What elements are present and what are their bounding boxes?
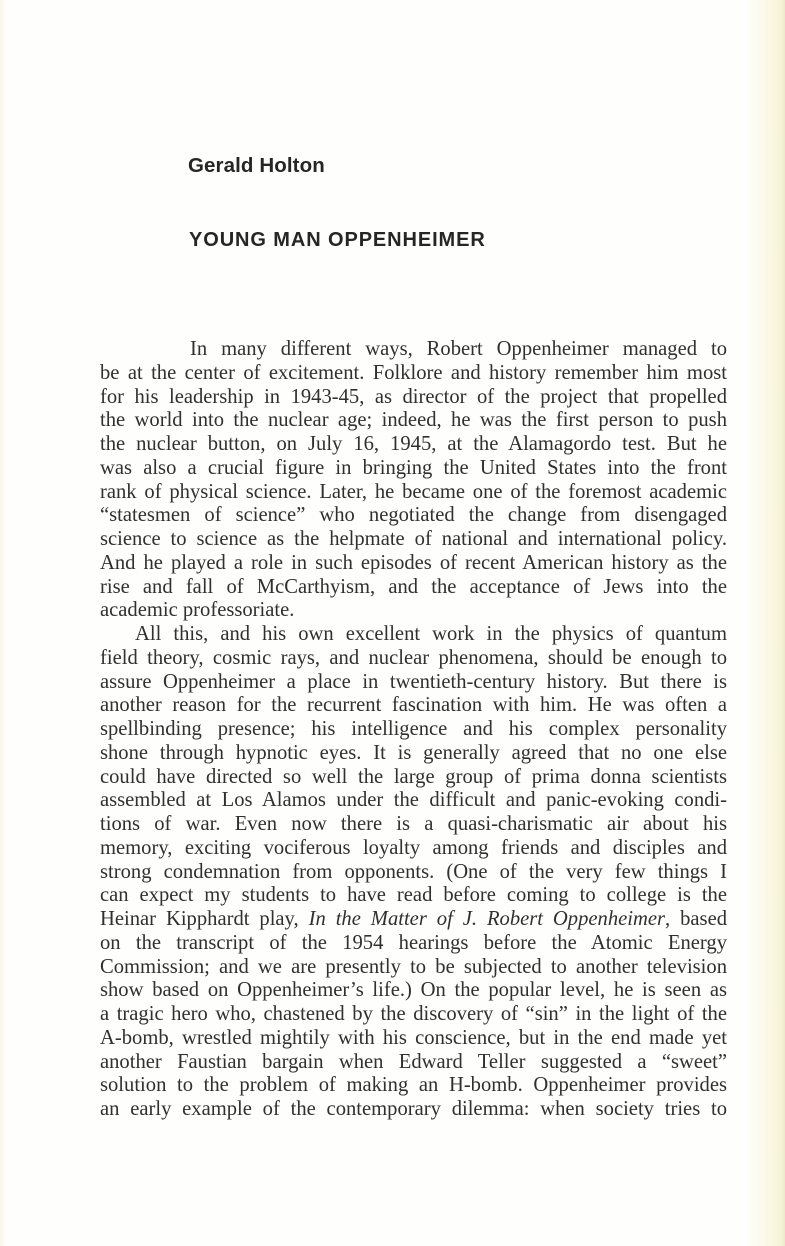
- text-line: the nuclear button, on July 16, 1945, at the Alamagordo test. But he: [100, 433, 727, 455]
- text-line: rank of physical science. Later, he became one of the foremost academic: [100, 480, 727, 503]
- text-line: rise and fall of McCarthyism, and the acceptance of Jews into the: [100, 575, 727, 598]
- text-line: field theory, cosmic rays, and nuclear phenomena, should be enough to: [100, 646, 727, 669]
- text-line: Commission; and we are presently to be subjected to another television: [100, 955, 727, 978]
- paragraph-1: [100, 338, 727, 623]
- text-line: And he played a role in such episodes of recent American history as the: [100, 551, 727, 574]
- text-line: “statesmen of science” who negotiated the change from disengaged: [100, 504, 727, 527]
- text-line: be at the center of excitement. Folklore and history remember him most: [100, 361, 727, 384]
- book-gutter-shadow: [745, 0, 785, 1246]
- text-line: assure Oppenheimer a place in twentieth-century history. But there is: [100, 670, 727, 693]
- text-line: could have directed so well the large group of prima donna scientists: [100, 765, 727, 788]
- text-line: for his leadership in 1943-45, as director of the project that propelled: [100, 385, 727, 408]
- text-line: A-bomb, wrestled mightily with his conscience, but in the end made yet: [100, 1026, 727, 1049]
- text-segment: , based: [665, 908, 728, 930]
- text-line: All this, and his own excellent work in the physics of quantum: [135, 623, 727, 645]
- paragraph-2: [100, 623, 727, 1122]
- text-line: the world into the nuclear age; indeed, he was the first person to push: [100, 409, 727, 432]
- text-line: on the transcript of the 1954 hearings before the Atomic Energy: [100, 931, 727, 954]
- text-line: can expect my students to have read before coming to college is the: [100, 884, 727, 907]
- text-line: another Faustian bargain when Edward Teller suggested a “sweet”: [100, 1050, 727, 1073]
- text-line-with-play-title: [100, 908, 727, 932]
- text-line: was also a crucial figure in bringing the United States into the front: [100, 456, 727, 479]
- text-line: another reason for the recurrent fascination with him. He was often a: [100, 694, 727, 717]
- text-line: a tragic hero who, chastened by the discovery of “sin” in the light of the: [100, 1003, 727, 1025]
- chapter-title: YOUNG MAN OPPENHEIMER: [189, 229, 486, 251]
- text-line: an early example of the contemporary dilemma: when society tries to: [100, 1098, 727, 1120]
- text-line: shone through hypnotic eyes. It is generally agreed that no one else: [100, 741, 727, 764]
- text-line: solution to the problem of making an H-bomb. Oppenheimer provides: [100, 1074, 727, 1097]
- text-segment: Heinar Kipphardt play,: [100, 908, 309, 930]
- page-edge-shadow-left: [0, 0, 6, 1246]
- text-line: show based on Oppenheimer’s life.) On the popular level, he is seen as: [100, 979, 727, 1002]
- text-line: assembled at Los Alamos under the difficult and panic-evoking condi-: [100, 789, 727, 812]
- text-line: strong condemnation from opponents. (One of the very few things I: [100, 860, 727, 883]
- text-line: spellbinding presence; his intelligence and his complex personality: [100, 718, 727, 740]
- text-line: tions of war. Even now there is a quasi-charismatic air about his: [100, 813, 727, 835]
- text-line: academic professoriate.: [100, 599, 295, 622]
- text-line: science to science as the helpmate of national and international policy.: [100, 528, 727, 550]
- body-text: [100, 338, 727, 1122]
- text-line: memory, exciting vociferous loyalty among friends and disciples and: [100, 836, 727, 859]
- play-title-italic: In the Matter of J. Robert Oppenheimer: [308, 908, 666, 930]
- text-line: In many different ways, Robert Oppenheimer managed to: [190, 338, 727, 360]
- author-name: Gerald Holton: [188, 154, 325, 177]
